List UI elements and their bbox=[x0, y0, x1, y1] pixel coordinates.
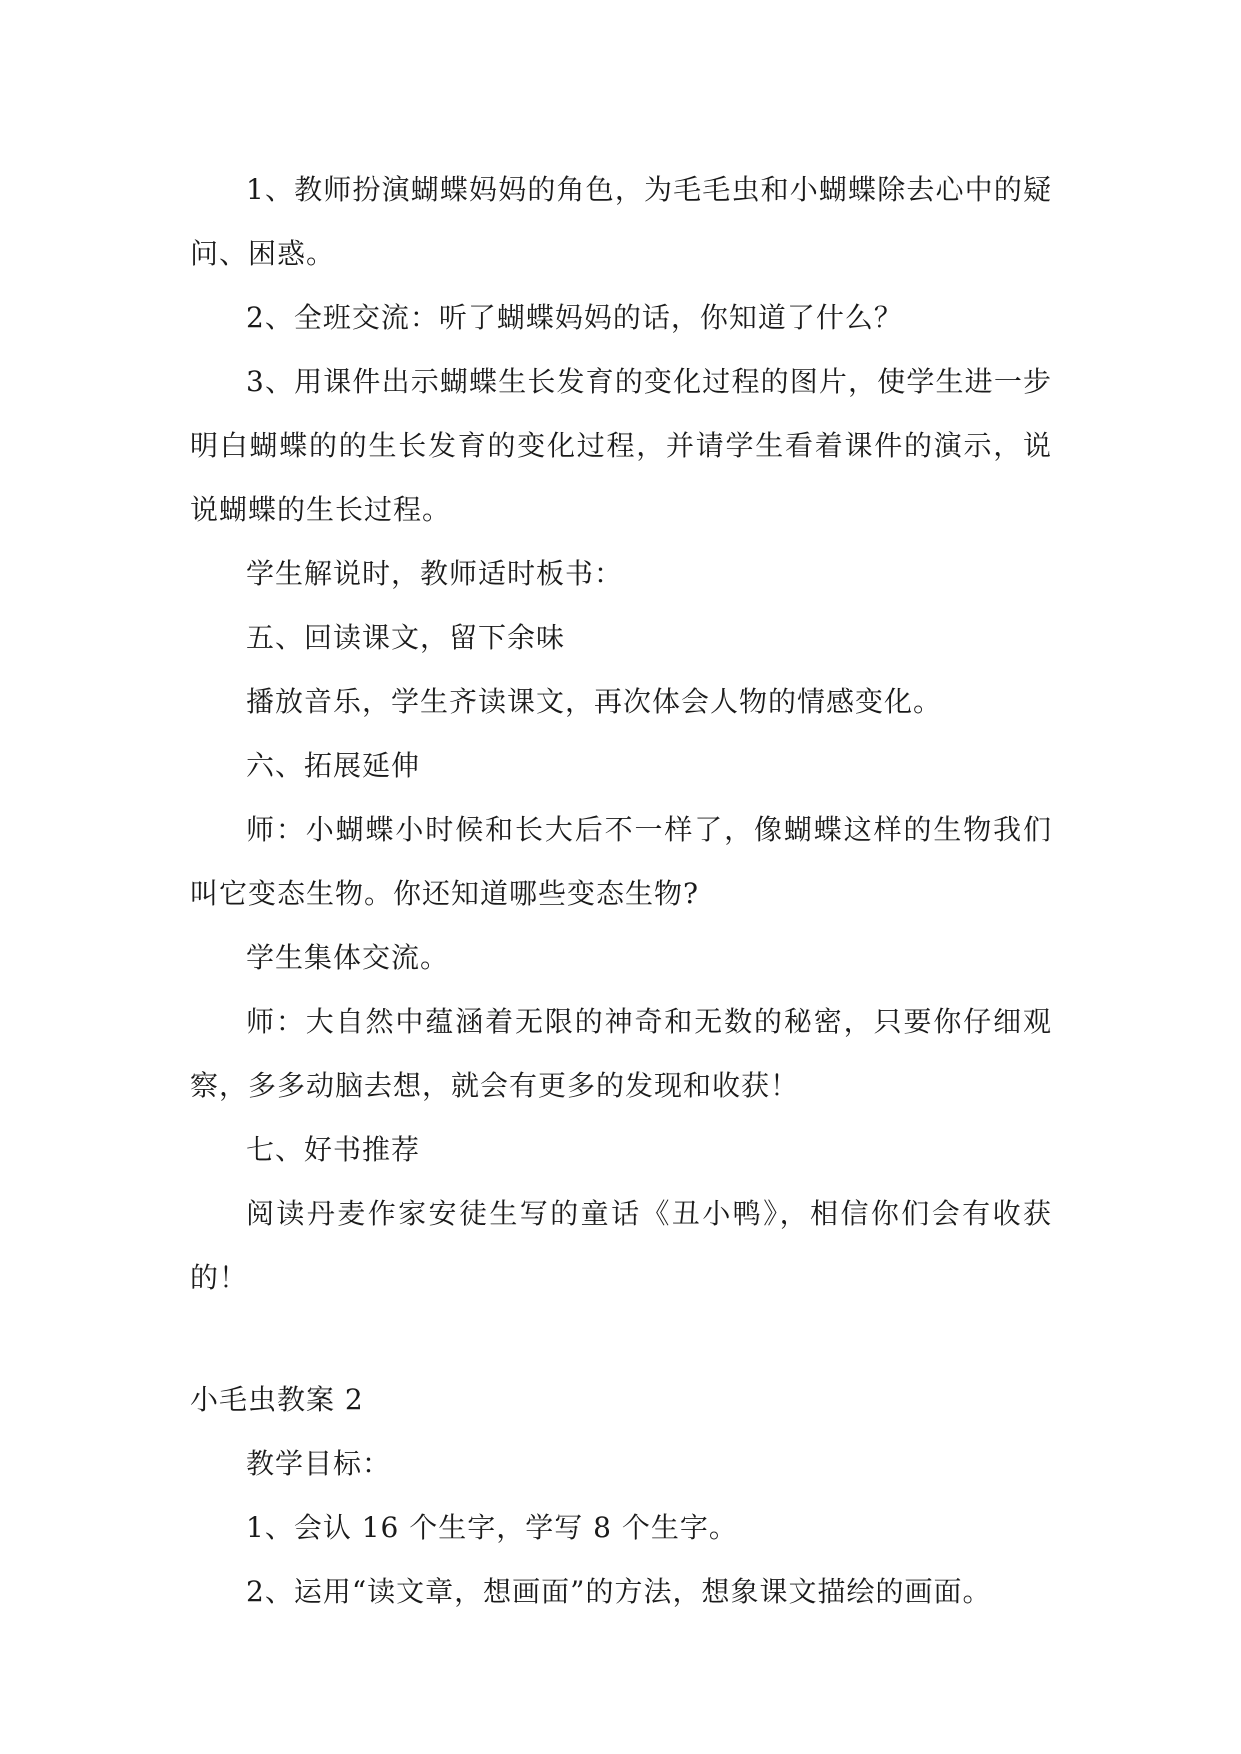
heading-book-recommendation: 七、好书推荐 bbox=[246, 1133, 421, 1166]
goal-item-characters: 1、会认 16 个生字，学写 8 个生字。 bbox=[246, 1511, 738, 1544]
paragraph-courseware-growth: 3、用课件出示蝴蝶生长发育的变化过程的图片，使学生进一步明白蝴蝶的的生长发育的变化过程，并请学生看着课件的演示，说说蝴蝶的生长过程。 bbox=[190, 365, 1052, 526]
paragraph-class-discussion: 2、全班交流：听了蝴蝶妈妈的话，你知道了什么？ bbox=[246, 301, 903, 334]
paragraph-teacher-role: 1、教师扮演蝴蝶妈妈的角色，为毛毛虫和小蝴蝶除去心中的疑问、困惑。 bbox=[190, 173, 1052, 270]
paragraph-nature-secrets: 师：大自然中蕴涵着无限的神奇和无数的秘密，只要你仔细观察，多多动脑去想，就会有更多的发现和收获！ bbox=[190, 1005, 1052, 1102]
heading-teaching-goals: 教学目标： bbox=[246, 1447, 392, 1480]
paragraph-group-discussion: 学生集体交流。 bbox=[246, 941, 450, 974]
paragraph-play-music: 播放音乐，学生齐读课文，再次体会人物的情感变化。 bbox=[246, 685, 943, 718]
goal-item-imagination: 2、运用“读文章，想画面”的方法，想象课文描绘的画面。 bbox=[246, 1575, 992, 1608]
heading-extension: 六、拓展延伸 bbox=[246, 749, 421, 782]
heading-reread-text: 五、回读课文，留下余味 bbox=[246, 621, 566, 654]
paragraph-ugly-duckling: 阅读丹麦作家安徒生写的童话《丑小鸭》，相信你们会有收获的！ bbox=[190, 1197, 1052, 1294]
document-body bbox=[190, 158, 1052, 1624]
section-title: 小毛虫教案 2 bbox=[190, 1383, 364, 1416]
paragraph-metamorphosis-question: 师：小蝴蝶小时候和长大后不一样了，像蝴蝶这样的生物我们叫它变态生物。你还知道哪些变态生物? bbox=[190, 813, 1052, 910]
paragraph-blackboard-writing: 学生解说时，教师适时板书： bbox=[246, 557, 624, 590]
